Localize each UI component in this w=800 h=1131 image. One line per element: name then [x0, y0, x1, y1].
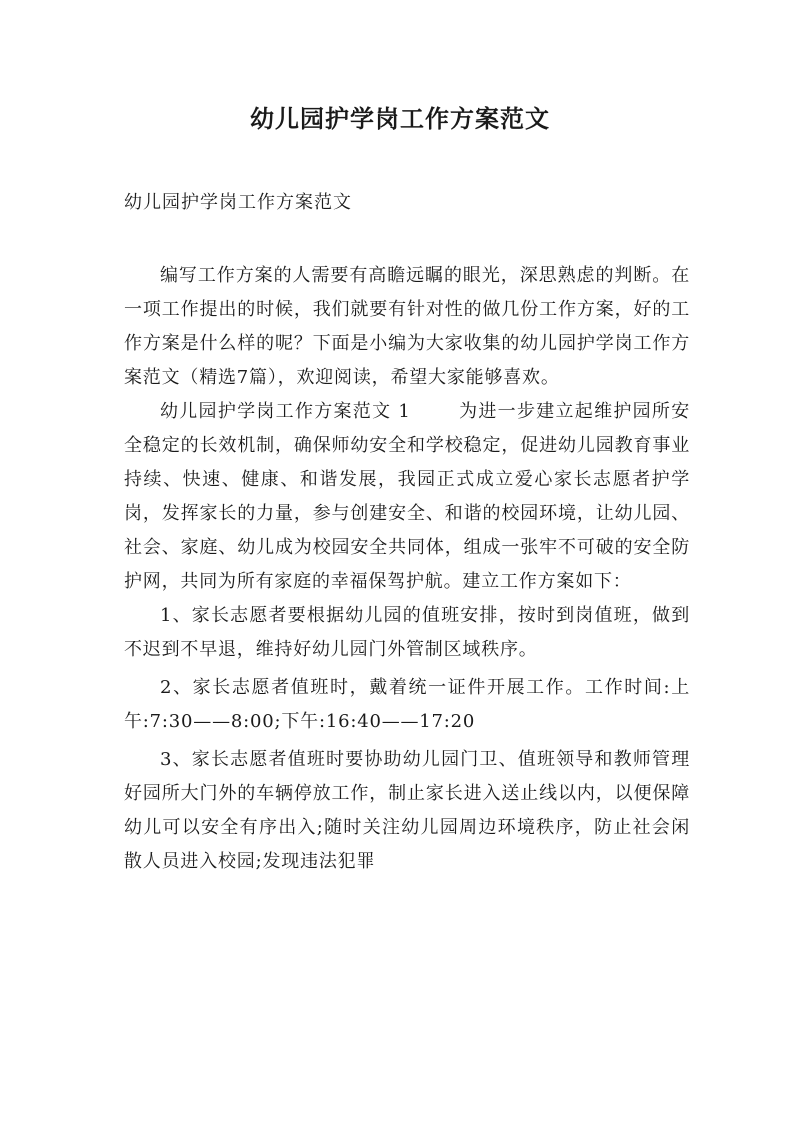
list-item-3: 3、家长志愿者值班时要协助幼儿园门卫、值班领导和教师管理好园所大门外的车辆停放工作，制止家长进入送止线以内，以便保障幼儿可以安全有序出入;随时关注幼儿园周边环境秩序，防止社会闲散人员进入校园;发现违法犯罪: [124, 749, 690, 872]
intro-paragraph: 编写工作方案的人需要有高瞻远瞩的眼光，深思熟虑的判断。在一项工作提出的时候，我们就要有针对性的做几份工作方案，好的工作方案是什么样的呢？下面是小编为大家收集的幼儿园护学岗工作方案范文（精选7篇），欢迎阅读，希望大家能够喜欢。: [124, 265, 690, 388]
section-1-heading: 幼儿园护学岗工作方案范文 1: [160, 401, 411, 422]
document-subtitle: 幼儿园护学岗工作方案范文: [124, 192, 352, 213]
document-body: [124, 259, 690, 879]
list-item-1: 1、家长志愿者要根据幼儿园的值班安排，按时到岗值班，做到不迟到不早退，维持好幼儿园门外管制区域秩序。: [124, 605, 690, 660]
document-title: 幼儿园护学岗工作方案范文: [250, 105, 550, 133]
section-1-text: 为进一步建立起维护园所安全稳定的长效机制，确保师幼安全和学校稳定，促进幼儿园教育事业持续、快速、健康、和谐发展，我园正式成立爱心家长志愿者护学岗，发挥家长的力量，参与创建安全、和谐的校园环境，让幼儿园、社会、家庭、幼儿成为校园安全共同体，组成一张牢不可破的安全防护网，共同为所有家庭的幸福保驾护航。建立工作方案如下：: [124, 401, 690, 592]
list-item-2: 2、家长志愿者值班时，戴着统一证件开展工作。工作时间:上午:7:30——8:00;下午:16:40——17:20: [124, 677, 690, 732]
section-1-paragraph: [124, 395, 690, 599]
